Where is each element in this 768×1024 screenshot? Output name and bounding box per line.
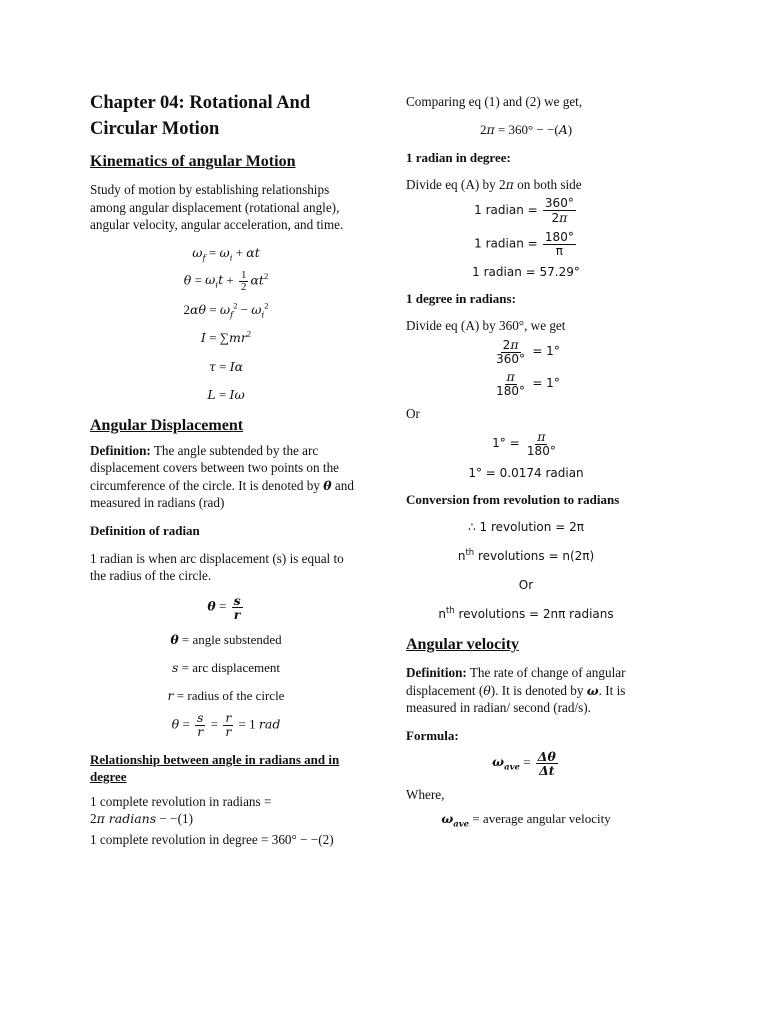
angular-displacement-heading: Angular Displacement	[90, 416, 244, 434]
angular-displacement-definition: Definition: The angle subtended by the arc displacement covers between two points on the circumference of the circle. It is denoted by θ and measured in radians (rad)	[90, 442, 354, 510]
eq-radian-360-over-2pi: 1 radian = $\frac{360^\circ}{2\pi}$	[474, 196, 574, 225]
kinematics-text: Study of motion by establishing relationships among angular displacement (rotational angle), angular velocity, angular acceleration, and time.	[90, 182, 344, 232]
left-column	[90, 90, 362, 848]
eq-theta-s-over-r: θ = $\frac{s}{r}$	[207, 592, 241, 622]
eq-moment-of-inertia: $I = \sum mr^2$	[200, 328, 252, 345]
formula-label: Formula:	[406, 727, 459, 743]
r-definition: r = radius of the circle	[167, 687, 285, 703]
angular-velocity-heading: Angular velocity	[406, 636, 520, 653]
relationship-heading: Relationship between angle in radians and in degree	[90, 751, 340, 784]
or-text: Or	[406, 405, 420, 421]
eq-one-rad: θ = $\frac{s}{r}$ = $\frac{r}{r}$ = 1 rad	[171, 709, 281, 739]
radian-definition-text: 1 radian is when arc displacement (s) is equal to the radius of the circle.	[90, 550, 344, 583]
eq-nth-revolutions-radians: $n^{th}$ revolutions = 2nπ radians	[438, 606, 614, 621]
divide-A-text: Divide eq (A) by 2π on both side	[406, 176, 582, 192]
eq-one-revolution: ∴ 1 revolution = 2π	[468, 520, 584, 534]
s-definition: s = arc displacement	[172, 659, 280, 675]
degree-in-radians-heading: 1 degree in radians:	[406, 291, 516, 306]
eq-torque: τ = Iα	[208, 358, 244, 374]
omega-ave-definition: $\omega_{ave}$ = average angular velocity	[441, 811, 611, 830]
where-label: Where,	[406, 786, 445, 802]
revolution-degree: 1 complete revolution in degree = 360° − −(2)	[90, 831, 334, 847]
eq-radian-180-over-pi: 1 radian = $\frac{180^\circ}{\pi}$	[474, 230, 574, 258]
angular-velocity-definition: Definition: The rate of change of angular displacement (θ). It is denoted by ω. It is measured in radian/ second (rad/s).	[406, 665, 626, 715]
eq-2pi-over-360: $\frac{2\pi}{360^\circ}$ = 1°	[496, 336, 560, 366]
radian-in-degree-heading: 1 radian in degree:	[406, 149, 511, 165]
eq-velocity-squared: $2\alpha\theta = \omega_f^2 - \omega_i^2$	[183, 300, 269, 320]
eq-omega-ave: $\omega_{ave}$ = $\frac{\Delta\theta}{\Delta t}$	[492, 748, 556, 778]
eq-angular-momentum: L = Iω	[207, 386, 245, 402]
eq-one-degree-value: 1° = 0.0174 radian	[468, 466, 584, 480]
chapter-title: Chapter 04: Rotational And Circular Motion	[90, 93, 311, 139]
eq-radian-value: 1 radian = 57.29°	[472, 265, 580, 279]
comparing-text: Comparing eq (1) and (2) we get,	[406, 94, 583, 109]
kinematics-heading: Kinematics of angular Motion	[90, 153, 296, 170]
theta-definition: θ = angle substended	[170, 631, 282, 647]
divide-360-text: Divide eq (A) by 360°, we get	[406, 318, 566, 333]
revolution-radians: 1 complete revolution in radians = 2π radians − −(1)	[90, 793, 272, 826]
eq-pi-over-180: $\frac{\pi}{180^\circ}$ = 1°	[496, 368, 560, 398]
eq-nth-revolutions: $n^{th}$ revolutions = n(2π)	[457, 548, 595, 563]
definition-label: Definition:	[90, 442, 151, 458]
eq-final-angular-velocity: $\omega_f = \omega_i + \alpha t$	[192, 244, 260, 263]
or-center: Or	[518, 578, 534, 592]
eq-one-degree-frac: 1° = $\frac{\pi}{180^\circ}$	[492, 429, 556, 458]
conversion-heading: Conversion from revolution to radians	[406, 492, 620, 507]
right-column	[406, 93, 646, 828]
eq-A: 2π = 360° − −(A)	[479, 121, 573, 137]
eq-angular-displacement: $\theta = \omega_it$ + $\frac{1}{2}$ $\alpha t^2$	[183, 268, 269, 293]
radian-definition-heading: Definition of radian	[90, 522, 200, 538]
